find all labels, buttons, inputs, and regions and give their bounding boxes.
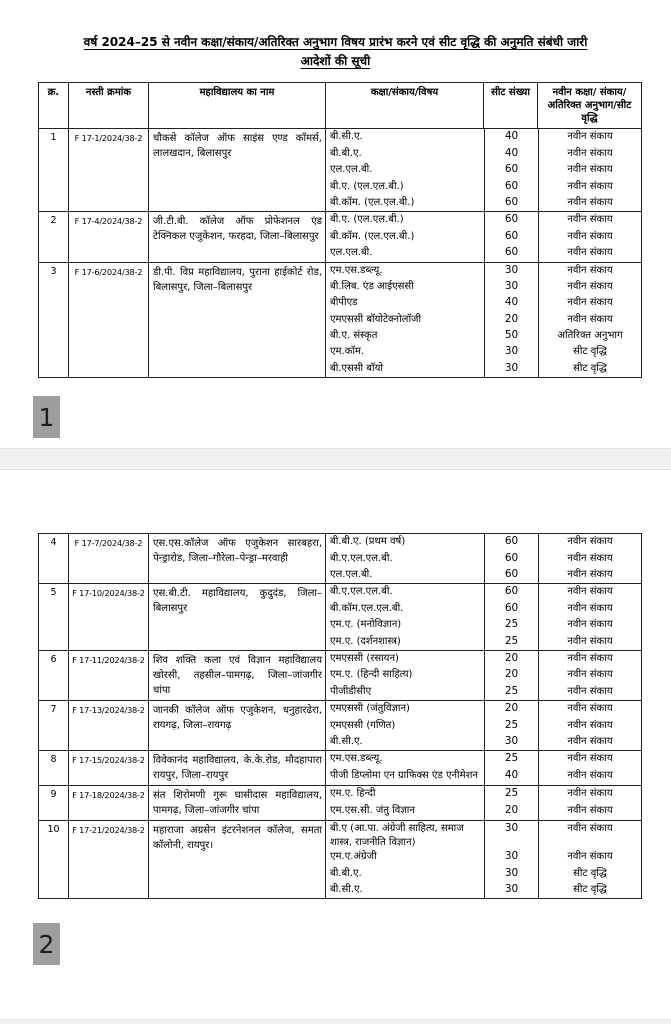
subject-entry-row <box>326 567 641 583</box>
cell-serial-no: 6 <box>39 651 69 700</box>
entry-subject: एमएससी (गणित) <box>330 719 396 731</box>
entry-seat-count: 30 <box>484 263 538 279</box>
cell-college-name: जानकी कॉलेज ऑफ एजुकेशन, धनुहारढेरा, रायगढ़, जिला–रायगढ़ <box>149 701 326 750</box>
table-row <box>39 211 641 261</box>
table-row <box>39 583 641 650</box>
entry-subject: एमएससी (जंतुविज्ञान) <box>330 703 410 715</box>
entry-seat-count: 20 <box>484 312 538 328</box>
header-college-name: महाविद्यालय का नाम <box>149 83 326 128</box>
subject-entry-row <box>326 212 641 228</box>
entry-order-type: नवीन संकाय <box>538 584 641 600</box>
entry-seat-count: 60 <box>484 179 538 195</box>
cell-entries <box>326 821 641 898</box>
entry-subject: बीपीएड <box>330 297 358 309</box>
entry-subject: बी.ए. संस्कृत <box>330 330 378 342</box>
subject-entry-row <box>326 786 641 803</box>
entry-subject: बी.बी.ए. (प्रथम वर्ष) <box>330 536 406 548</box>
entry-subject: बी.कॉम.एल.एल.बी. <box>330 602 404 614</box>
table-row <box>39 700 641 750</box>
subject-entry-row <box>326 312 641 328</box>
entry-subject: एम.ए. (दर्शनशास्त्र) <box>330 635 401 647</box>
entry-seat-count: 30 <box>484 882 538 898</box>
entry-order-type: नवीन संकाय <box>538 601 641 617</box>
entry-seat-count: 25 <box>484 634 538 650</box>
document-title <box>0 33 671 71</box>
subject-entry-row <box>326 179 641 195</box>
entry-subject: बी.कॉम. (एल.एल.बी.) <box>330 196 415 208</box>
entry-seat-count: 50 <box>484 328 538 344</box>
entry-order-type: नवीन संकाय <box>538 534 641 550</box>
entry-subject: बी.कॉम. (एल.एल.बी.) <box>330 230 415 242</box>
entry-order-type: नवीन संकाय <box>538 651 641 667</box>
cell-entries <box>326 786 641 820</box>
page-number-badge-2: 2 <box>33 923 60 965</box>
subject-entry-row <box>326 229 641 245</box>
cell-serial-no: 8 <box>39 751 69 785</box>
cell-college-name: एस.बी.टी. महाविद्यालय, कुदुदंड, जिला–बिलासपुर <box>149 584 326 650</box>
entry-seat-count: 30 <box>484 734 538 750</box>
entry-seat-count: 40 <box>484 146 538 162</box>
entry-seat-count: 60 <box>484 567 538 583</box>
entry-seat-count: 60 <box>484 229 538 245</box>
entry-seat-count: 60 <box>484 195 538 211</box>
entry-order-type: नवीन संकाय <box>538 212 641 228</box>
cell-college-name: एस.एस.कॉलेज ऑफ एजुकेशन सारबहरा, पेन्ड्रारोड, जिला–गौरेला–पेन्ड्रा–मरवाही <box>149 534 326 583</box>
header-file-no: नस्ती क्रमांक <box>69 83 149 128</box>
entry-seat-count: 20 <box>484 701 538 717</box>
entry-order-type: नवीन संकाय <box>538 701 641 717</box>
orders-table-page1 <box>38 82 642 378</box>
entry-order-type: सीट वृद्धि <box>538 866 641 882</box>
document-title-line2: आदेशों की सूची <box>300 54 371 69</box>
entry-subject: एम.एस.डब्ल्यू. <box>330 753 383 765</box>
entry-subject: एल.एल.बी. <box>330 164 373 176</box>
entry-order-type: नवीन संकाय <box>538 179 641 195</box>
entry-subject: एल.एल.बी. <box>330 569 373 581</box>
cell-file-no: F 17-18/2024/38-2 <box>69 786 149 820</box>
entry-order-type: नवीन संकाय <box>538 667 641 683</box>
entry-subject: बी.सी.ए. <box>330 884 363 896</box>
table-row <box>39 129 641 211</box>
cell-college-name: शिव शक्ति कला एवं विज्ञान महाविद्यालय खोरसी, तहसील–पामगढ़, जिला–जांजगीर चांपा <box>149 651 326 700</box>
entry-subject: एम.एस.सी. जंतु विज्ञान <box>330 805 415 817</box>
entry-seat-count: 40 <box>484 129 538 145</box>
subject-entry-row <box>326 146 641 162</box>
table-row <box>39 534 641 583</box>
entry-order-type: नवीन संकाय <box>538 162 641 178</box>
entry-seat-count: 60 <box>484 584 538 600</box>
entry-seat-count: 25 <box>484 617 538 633</box>
cell-college-name: चौकसे कॉलेज ऑफ साइंस एण्ड कॉमर्स, लालखदान, बिलासपुर <box>149 129 326 211</box>
document-title-line1: वर्ष 2024–25 से नवीन कक्षा/संकाय/अतिरिक्त अनुभाग विषय प्रारंभ करने एवं सीट वृद्धि की अनुमति संबंधी जारी <box>83 35 588 49</box>
header-seat-count: सीट संख्या <box>484 83 538 128</box>
entry-order-type: नवीन संकाय <box>538 617 641 633</box>
cell-file-no: F 17-4/2024/38-2 <box>69 212 149 261</box>
cell-file-no: F 17-10/2024/38-2 <box>69 584 149 650</box>
cell-college-name: संत शिरोमणी गुरू घासीदास महाविद्यालय, पामगढ़, जिला–जांजगीर चांपा <box>149 786 326 820</box>
entry-subject: बी.ए. (एल.एल.बी.) <box>330 180 404 192</box>
entry-subject: बी.सी.ए. <box>330 735 363 747</box>
entry-order-type: नवीन संकाय <box>538 751 641 768</box>
entry-subject: एमएससी (रसायन) <box>330 652 399 664</box>
entry-order-type: नवीन संकाय <box>538 821 641 849</box>
table-row <box>39 650 641 700</box>
subject-entry-row <box>326 617 641 633</box>
subject-entry-row <box>326 195 641 211</box>
entry-order-type: नवीन संकाय <box>538 567 641 583</box>
table-body-page1 <box>39 129 641 377</box>
subject-entry-row <box>326 295 641 311</box>
cell-file-no: F 17-6/2024/38-2 <box>69 263 149 378</box>
subject-entry-row <box>326 584 641 600</box>
subject-entry-row <box>326 684 641 700</box>
cell-file-no: F 17-21/2024/38-2 <box>69 821 149 898</box>
entry-order-type: अतिरिक्त अनुभाग <box>538 328 641 344</box>
entry-seat-count: 60 <box>484 162 538 178</box>
subject-entry-row <box>326 634 641 650</box>
entry-order-type: नवीन संकाय <box>538 684 641 700</box>
table-row <box>39 785 641 820</box>
entry-seat-count: 30 <box>484 821 538 849</box>
cell-file-no: F 17-15/2024/38-2 <box>69 751 149 785</box>
cell-entries <box>326 751 641 785</box>
page-separator-band <box>0 448 671 470</box>
subject-entry-row <box>326 734 641 750</box>
cell-entries <box>326 534 641 583</box>
entry-subject: पीजी डिप्लोमा एन ग्राफिक्स एंड एनीमेशन <box>330 770 478 782</box>
subject-entry-row <box>326 751 641 768</box>
entry-seat-count: 60 <box>484 601 538 617</box>
cell-serial-no: 9 <box>39 786 69 820</box>
entry-order-type: नवीन संकाय <box>538 195 641 211</box>
entry-order-type: नवीन संकाय <box>538 718 641 734</box>
cell-serial-no: 10 <box>39 821 69 898</box>
entry-order-type: नवीन संकाय <box>538 786 641 803</box>
entry-order-type: नवीन संकाय <box>538 295 641 311</box>
cell-file-no: F 17-11/2024/38-2 <box>69 651 149 700</box>
entry-seat-count: 30 <box>484 344 538 360</box>
entry-seat-count: 20 <box>484 803 538 820</box>
entry-order-type: नवीन संकाय <box>538 229 641 245</box>
entry-subject: बी.लिब. एंड आईएससी <box>330 280 414 292</box>
cell-serial-no: 2 <box>39 212 69 261</box>
subject-entry-row <box>326 279 641 295</box>
subject-entry-row <box>326 803 641 820</box>
cell-entries <box>326 584 641 650</box>
cell-serial-no: 3 <box>39 263 69 378</box>
header-serial-no: क्र. <box>39 83 69 128</box>
entry-subject: एम.एस.डब्ल्यू. <box>330 264 383 276</box>
entry-seat-count: 60 <box>484 245 538 261</box>
subject-entry-row <box>326 551 641 567</box>
entry-order-type: नवीन संकाय <box>538 146 641 162</box>
cell-entries <box>326 651 641 700</box>
subject-entry-row <box>326 344 641 360</box>
entry-subject: बी.ए. (एल.एल.बी.) <box>330 214 404 226</box>
entry-subject: एल.एल.बी. <box>330 247 373 259</box>
cell-serial-no: 1 <box>39 129 69 211</box>
subject-entry-row <box>326 718 641 734</box>
entry-seat-count: 25 <box>484 718 538 734</box>
entry-seat-count: 30 <box>484 361 538 377</box>
entry-seat-count: 30 <box>484 866 538 882</box>
subject-entry-row <box>326 129 641 145</box>
entry-seat-count: 60 <box>484 534 538 550</box>
entry-seat-count: 40 <box>484 768 538 785</box>
subject-entry-row <box>326 768 641 785</box>
cell-file-no: F 17-1/2024/38-2 <box>69 129 149 211</box>
next-page-separator-edge <box>0 1019 671 1024</box>
entry-order-type: सीट वृद्धि <box>538 882 641 898</box>
entry-subject: बी.बी.ए. <box>330 867 362 879</box>
entry-order-type: नवीन संकाय <box>538 245 641 261</box>
cell-entries <box>326 263 641 378</box>
entry-subject: एम.कॉम. <box>330 346 365 358</box>
entry-subject: एम.ए. (हिन्दी साहित्य) <box>330 669 413 681</box>
entry-order-type: सीट वृद्धि <box>538 361 641 377</box>
entry-seat-count: 25 <box>484 684 538 700</box>
entry-subject: बी.एससी बॉयो <box>330 362 383 374</box>
entry-subject: पीजीडीसीए <box>330 685 372 697</box>
cell-serial-no: 5 <box>39 584 69 650</box>
table-row <box>39 262 641 378</box>
entry-seat-count: 60 <box>484 551 538 567</box>
entry-order-type: नवीन संकाय <box>538 768 641 785</box>
header-order-type: नवीन कक्षा/ संकाय/ अतिरिक्त अनुभाग/सीट वृद्धि <box>547 87 632 125</box>
orders-table-page2 <box>38 533 642 899</box>
entry-subject: बी.ए.एल.एल.बी. <box>330 586 393 598</box>
table-body-page2 <box>39 534 641 898</box>
table-row <box>39 820 641 898</box>
entry-subject: बी.सी.ए. <box>330 131 363 143</box>
cell-college-name: महाराजा अग्रसेन इंटरनेशनल कॉलेज, समता कॉलोनी, रायपुर। <box>149 821 326 898</box>
entry-seat-count: 25 <box>484 786 538 803</box>
cell-college-name: डी.पी. विप्र महाविद्यालय, पुराना हाईकोर्ट रोड, बिलासपुर, जिला–बिलासपुर <box>149 263 326 378</box>
entry-order-type: नवीन संकाय <box>538 803 641 820</box>
entry-seat-count: 60 <box>484 212 538 228</box>
entry-order-type: सीट वृद्धि <box>538 344 641 360</box>
entry-subject: बी.ए (आ.पा. अंग्रेजी साहित्य, समाज शास्त्र, राजनीति विज्ञान) <box>330 823 464 848</box>
entry-seat-count: 30 <box>484 849 538 865</box>
cell-entries <box>326 212 641 261</box>
entry-seat-count: 25 <box>484 751 538 768</box>
entry-subject: एमएससी बॉयोटेक्नोलॉजी <box>330 313 422 325</box>
entry-seat-count: 20 <box>484 651 538 667</box>
entry-seat-count: 40 <box>484 295 538 311</box>
table-header-row <box>39 83 641 129</box>
subject-entry-row <box>326 361 641 377</box>
subject-entry-row <box>326 866 641 882</box>
cell-entries <box>326 701 641 750</box>
subject-entry-row <box>326 162 641 178</box>
cell-entries <box>326 129 641 211</box>
entry-seat-count: 30 <box>484 279 538 295</box>
cell-college-name: विवेकानंद महाविद्यालय, के.के.रोड, मौदहापारा रायपुर, जिला–रायपुर <box>149 751 326 785</box>
entry-subject: एम.ए. हिन्दी <box>330 788 376 800</box>
entry-order-type: नवीन संकाय <box>538 279 641 295</box>
subject-entry-row <box>326 701 641 717</box>
subject-entry-row <box>326 601 641 617</box>
subject-entry-row <box>326 245 641 261</box>
page-number-badge-1: 1 <box>33 396 60 438</box>
header-class-subject: कक्षा/संकाय/विषय <box>326 83 484 128</box>
entry-order-type: नवीन संकाय <box>538 734 641 750</box>
subject-entry-row <box>326 667 641 683</box>
subject-entry-row <box>326 651 641 667</box>
entry-order-type: नवीन संकाय <box>538 263 641 279</box>
subject-entry-row <box>326 263 641 279</box>
subject-entry-row <box>326 328 641 344</box>
subject-entry-row <box>326 882 641 898</box>
entry-subject: बी.ए.एल.एल.बी. <box>330 552 393 564</box>
entry-order-type: नवीन संकाय <box>538 312 641 328</box>
cell-file-no: F 17-7/2024/38-2 <box>69 534 149 583</box>
cell-serial-no: 7 <box>39 701 69 750</box>
table-row <box>39 750 641 785</box>
entry-order-type: नवीन संकाय <box>538 634 641 650</box>
entry-seat-count: 20 <box>484 667 538 683</box>
entry-order-type: नवीन संकाय <box>538 129 641 145</box>
entry-subject: एम.ए. (मनोविज्ञान) <box>330 619 402 631</box>
entry-order-type: नवीन संकाय <box>538 551 641 567</box>
cell-college-name: जी.टी.बी. कॉलेज ऑफ प्रोफेशनल एंड टेक्निकल एजुकेशन, फरहदा, जिला–बिलासपुर <box>149 212 326 261</box>
entry-subject: बी.बी.ए. <box>330 147 362 159</box>
subject-entry-row <box>326 849 641 865</box>
subject-entry-row <box>326 534 641 550</box>
cell-serial-no: 4 <box>39 534 69 583</box>
entry-order-type: नवीन संकाय <box>538 849 641 865</box>
cell-file-no: F 17-13/2024/38-2 <box>69 701 149 750</box>
subject-entry-row <box>326 821 641 849</box>
entry-subject: एम.ए.अंग्रेजी <box>330 851 377 863</box>
